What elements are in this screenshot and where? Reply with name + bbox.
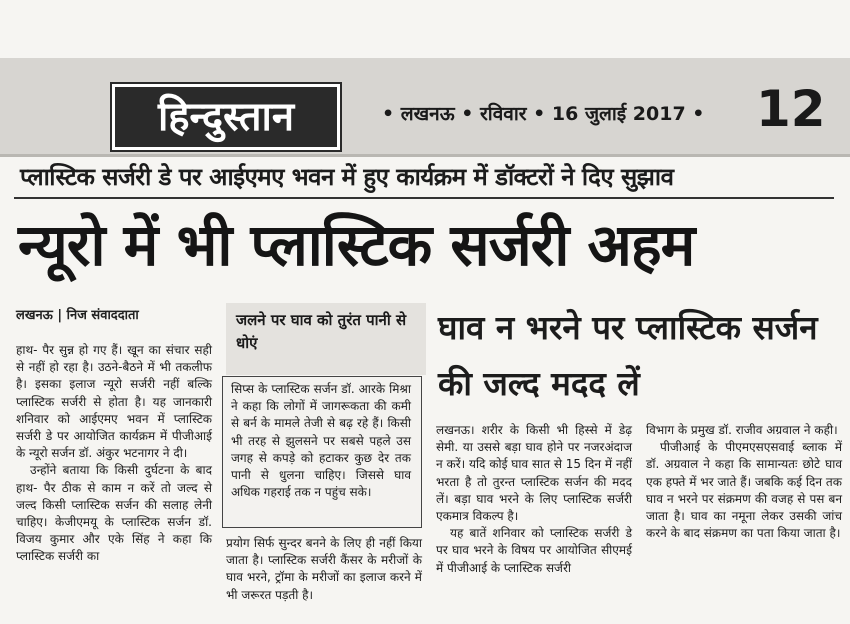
paragraph: पीजीआई के पीएमएसएसवाई ब्लाक में डॉ. अग्रवाल ने कहा कि सामान्यतः छोटे घाव एक हफ्ते में भर जाते हैं। जबकि कई दिन तक घाव न भरने पर संक्रमण की वजह से पस बन जाता है। घाव का नमूना लेकर उसकी जांच करने के बाद संक्रमण का पता किया जाता है। bbox=[646, 440, 842, 541]
column-3 bbox=[436, 422, 632, 577]
paragraph: उन्होंने बताया कि किसी दुर्घटना के बाद हाथ- पैर ठीक से काम न करें तो जल्द से जल्द किसी प्लास्टिक सर्जन की सलाह लेनी चाहिए। केजीएमयू के प्लास्टिक सर्जन डॉ. विजय कुमार और एके सिंह ने कहा कि प्लास्टिक सर्जरी का bbox=[16, 463, 212, 564]
sidebar-headline: जलने पर घाव को तुरंत पानी से धोएं bbox=[236, 311, 407, 352]
story-kicker: प्लास्टिक सर्जरी डे पर आईएमए भवन में हुए कार्यक्रम में डॉक्टरों ने दिए सुझाव bbox=[20, 163, 674, 191]
column-1 bbox=[16, 342, 212, 566]
byline: लखनऊ | निज संवाददाता bbox=[16, 308, 139, 323]
divider bbox=[14, 197, 834, 199]
story-headline: न्यूरो में भी प्लास्टिक सर्जरी अहम bbox=[18, 211, 695, 279]
paragraph: लखनऊ। शरीर के किसी भी हिस्से में डेढ़ सेमी. या उससे बड़ा घाव होने पर नजरअंदाज न करें। यदि कोई घाव सात से 15 दिन में नहीं भरता है तो तुरन्त प्लास्टिक सर्जन की मदद लें। बड़ा घाव भरने के लिए प्लास्टिक सर्जरी एकमात्र विकल्प है। bbox=[436, 423, 632, 524]
paragraph: हाथ- पैर सुन्न हो गए हैं। खून का संचार सही से नहीं हो रहा है। उठने-बैठने में भी तकलीफ है। इसका इलाज न्यूरो सर्जरी नहीं बल्कि प्लास्टिक सर्जरी से होता है। यह जानकारी शनिवार को आईएमए भवन में प्लास्टिक सर्जरी डे पर आयोजित कार्यक्रम में पीजीआई के न्यूरो सर्जन डॉ. अंकुर भटनागर ने दी। bbox=[16, 343, 212, 461]
column-2-bottom: प्रयोग सिर्फ सुन्दर बनने के लिए ही नहीं किया जाता है। प्लास्टिक सर्जरी कैंसर के मरीजों के घाव भरने, ट्रॉमा के मरीजों का इलाज करने में भी जरूरत पड़ती है। bbox=[226, 536, 422, 602]
newspaper-logo: हिन्दुस्तान bbox=[112, 84, 340, 150]
paragraph: विभाग के प्रमुख डॉ. राजीव अग्रवाल ने कही। bbox=[646, 423, 838, 437]
paragraph: यह बातें शनिवार को प्लास्टिक सर्जरी डे पर घाव भरने के विषय पर आयोजित सीएमई में पीजीआई के प्लास्टिक सर्जरी bbox=[436, 526, 632, 575]
fold-line bbox=[0, 154, 850, 157]
sidebar-text: सिप्स के प्लास्टिक सर्जन डॉ. आरके मिश्रा ने कहा कि लोगों में जागरूकता की कमी से बर्न के मामले तेजी से बढ़ रहे हैं। किसी भी तरह से झुलसने पर सबसे पहले उस जगह से कपड़े को हटाकर कुछ देर तक पानी से धुलना चाहिए। जिससे घाव अधिक गहराई तक न पहुंच सके। bbox=[231, 382, 411, 500]
sidebar-box bbox=[222, 376, 422, 528]
story2-headline: घाव न भरने पर प्लास्टिक सर्जन की जल्द मदद लें bbox=[438, 308, 818, 403]
column-4 bbox=[646, 422, 842, 542]
dateline: • लखनऊ • रविवार • 16 जुलाई 2017 • bbox=[382, 103, 705, 125]
page-number: 12 bbox=[756, 80, 826, 138]
